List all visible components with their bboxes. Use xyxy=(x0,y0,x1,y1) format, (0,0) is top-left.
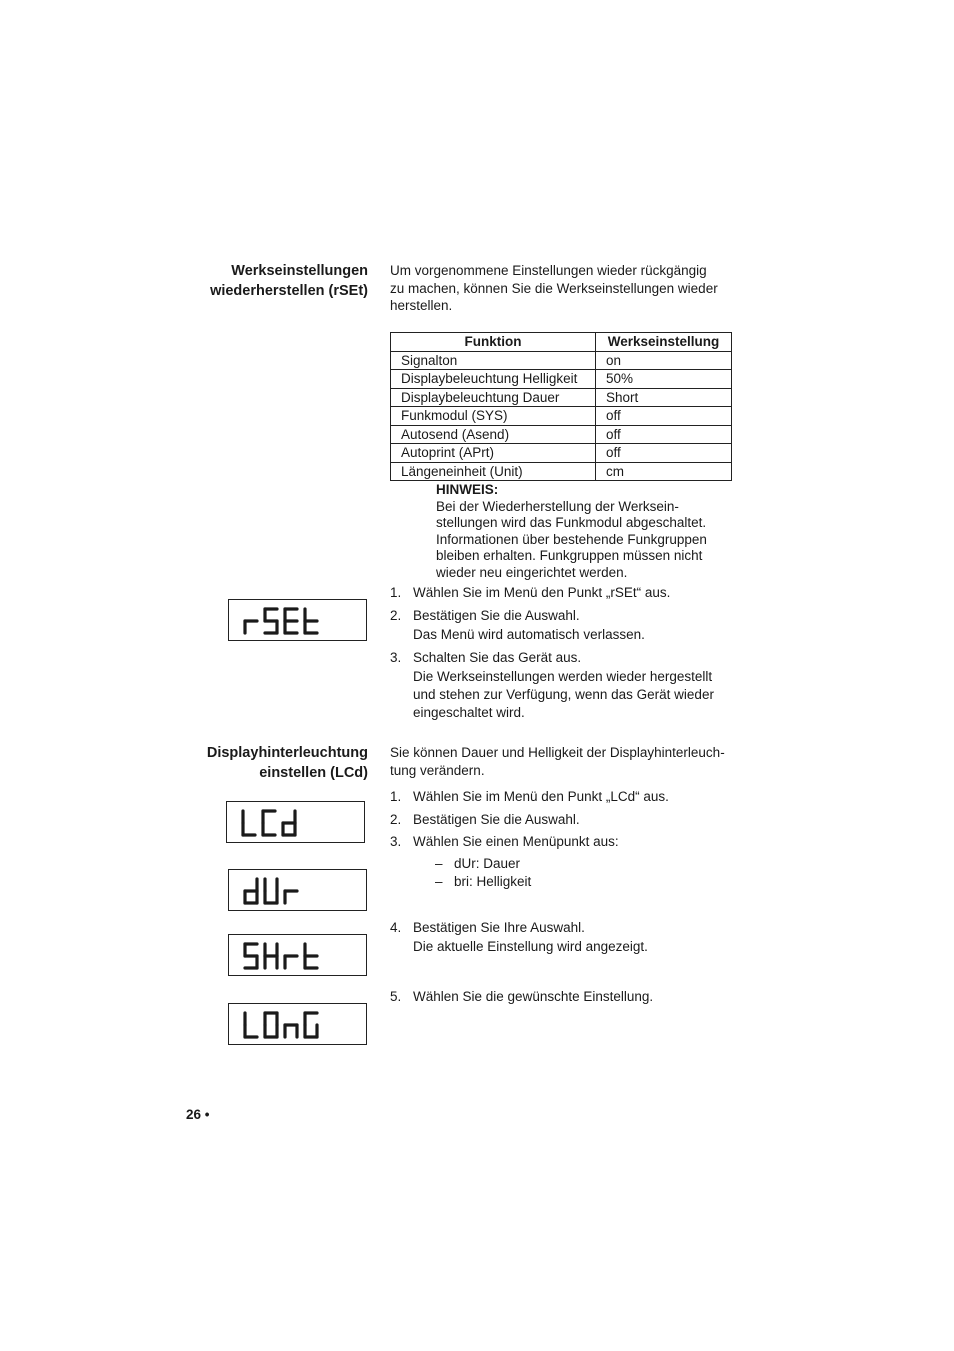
step-number: 4. xyxy=(390,920,402,935)
step-detail: Die Werkseinstellungen werden wieder hergestellt xyxy=(413,669,713,684)
note-line: wieder neu eingerichtet werden. xyxy=(436,564,628,580)
section-intro-lcd xyxy=(390,744,750,779)
heading-line-2: wiederherstellen (rSEt) xyxy=(210,283,368,299)
section-intro-rset xyxy=(390,262,750,315)
step-detail: und stehen zur Verfügung, wenn das Gerät wieder xyxy=(413,687,714,702)
table-cell: Short xyxy=(596,388,732,407)
table-row xyxy=(391,425,732,444)
table-cell: Funkmodul (SYS) xyxy=(391,407,596,426)
column-header-function: Funktion xyxy=(391,333,596,352)
intro-line: zu machen, können Sie die Werkseinstellungen wieder xyxy=(390,280,718,296)
option-text: dUr: Dauer xyxy=(454,856,521,871)
step-number: 1. xyxy=(390,585,402,600)
step-text: Bestätigen Sie die Auswahl. xyxy=(413,812,580,827)
step-text: Wählen Sie einen Menüpunkt aus: xyxy=(413,834,619,849)
lcd-segments xyxy=(227,802,364,842)
lcd-segments xyxy=(229,935,366,975)
note-line: Bei der Wiederherstellung der Werksein- xyxy=(436,498,679,514)
step-text: Bestätigen Sie die Auswahl. xyxy=(413,608,580,623)
lcd-display-rset xyxy=(228,599,367,641)
option-item xyxy=(435,873,531,891)
lcd-segments xyxy=(229,870,366,910)
note-line: stellungen wird das Funkmodul abgeschaltet. xyxy=(436,515,707,530)
lcd-display-dur xyxy=(228,869,367,911)
table-row xyxy=(391,351,732,370)
step-item xyxy=(390,833,619,851)
table-cell: Autoprint (APrt) xyxy=(391,444,596,463)
table-cell: cm xyxy=(596,462,732,481)
step-detail: Das Menü wird automatisch verlassen. xyxy=(413,627,645,642)
step-number: 3. xyxy=(390,834,402,849)
table-cell: 50% xyxy=(596,370,732,389)
table-cell: Längeneinheit (Unit) xyxy=(391,462,596,481)
section-heading-rset xyxy=(68,261,368,301)
step-number: 5. xyxy=(390,989,402,1004)
table-row xyxy=(391,407,732,426)
intro-line: tung verändern. xyxy=(390,762,485,778)
table-cell: Displaybeleuchtung Helligkeit xyxy=(391,370,596,389)
page-number: 26 • xyxy=(186,1107,210,1122)
table-row xyxy=(391,462,732,481)
step-detail: Die aktuelle Einstellung wird angezeigt. xyxy=(413,939,648,954)
step-item xyxy=(390,811,580,829)
table-row xyxy=(391,444,732,463)
lcd-display-short xyxy=(228,934,367,976)
step-item xyxy=(390,988,653,1006)
note-title: HINWEIS: xyxy=(436,482,499,497)
option-dash: – xyxy=(435,856,443,871)
lcd-display-lcd xyxy=(226,801,365,843)
table-cell: on xyxy=(596,351,732,370)
table-cell: Signalton xyxy=(391,351,596,370)
step-item xyxy=(390,788,669,806)
step-text: Wählen Sie im Menü den Punkt „LCd“ aus. xyxy=(413,789,669,804)
lcd-segments xyxy=(229,1004,366,1044)
table-cell: off xyxy=(596,425,732,444)
note-line: Informationen über bestehende Funkgruppen xyxy=(436,531,707,547)
column-header-default: Werkseinstellung xyxy=(596,333,732,352)
step-text: Bestätigen Sie Ihre Auswahl. xyxy=(413,920,585,935)
step-item xyxy=(390,584,670,602)
table-header-row xyxy=(391,333,732,352)
lcd-segments xyxy=(229,600,366,640)
table-cell: Autosend (Asend) xyxy=(391,425,596,444)
lcd-display-long xyxy=(228,1003,367,1045)
step-text: Wählen Sie im Menü den Punkt „rSEt“ aus. xyxy=(413,585,671,600)
step-text: Schalten Sie das Gerät aus. xyxy=(413,650,582,665)
step-item xyxy=(390,919,648,956)
heading-line-1: Werkseinstellungen xyxy=(231,263,368,279)
table-cell: off xyxy=(596,407,732,426)
table-row xyxy=(391,388,732,407)
step-text: Wählen Sie die gewünschte Einstellung. xyxy=(413,989,654,1004)
section-heading-lcd xyxy=(68,743,368,783)
heading-line-2: einstellen (LCd) xyxy=(259,765,368,781)
table-row xyxy=(391,370,732,389)
step-number: 3. xyxy=(390,650,402,665)
note-block xyxy=(436,482,746,581)
step-item xyxy=(390,607,645,644)
step-item xyxy=(390,649,714,722)
step-number: 2. xyxy=(390,608,402,623)
heading-line-1: Displayhinterleuchtung xyxy=(206,745,368,761)
step-number: 1. xyxy=(390,789,402,804)
step-number: 2. xyxy=(390,812,402,827)
step-detail: eingeschaltet wird. xyxy=(413,705,525,720)
intro-line: herstellen. xyxy=(390,298,453,313)
intro-line: Um vorgenommene Einstellungen wieder rückgängig xyxy=(390,263,707,278)
note-line: bleiben erhalten. Funkgruppen müssen nicht xyxy=(436,548,703,563)
table-cell: Displaybeleuchtung Dauer xyxy=(391,388,596,407)
option-text: bri: Helligkeit xyxy=(454,874,532,889)
table-cell: off xyxy=(596,444,732,463)
option-item xyxy=(435,855,520,873)
factory-settings-table xyxy=(390,332,732,481)
option-dash: – xyxy=(435,874,443,889)
intro-line: Sie können Dauer und Helligkeit der Displayhinterleuch- xyxy=(390,745,725,760)
